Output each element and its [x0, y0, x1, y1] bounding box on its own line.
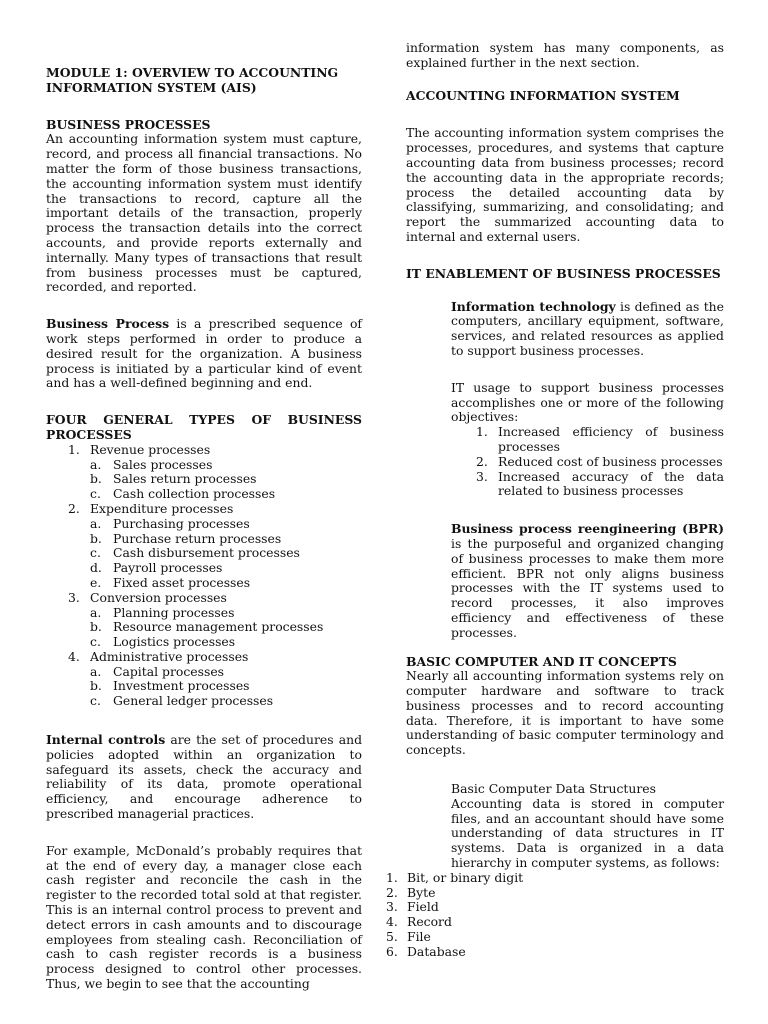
process-subtype-item: [46, 576, 362, 591]
process-subtype-label: Cash disbursement processes: [113, 545, 300, 561]
it-term: Information technology: [451, 298, 616, 314]
data-structures-paragraph: Accounting data is stored in computer files, and an accountant should have some understanding of data structures in IT systems. Data is organized in a data hierarchy in computer systems, as follows:: [451, 795, 724, 871]
process-subtype-label: General ledger processes: [113, 693, 274, 709]
process-subtype-item: [46, 517, 362, 532]
basic-concepts-heading: BASIC COMPUTER AND IT CONCEPTS: [406, 653, 677, 669]
list-letter: b.: [90, 678, 102, 694]
process-subtype-label: Sales return processes: [113, 471, 257, 487]
hierarchy-label: File: [407, 929, 431, 945]
process-type-item: [46, 591, 362, 650]
business-process-definition: [46, 317, 362, 391]
process-subtype-label: Fixed asset processes: [113, 574, 251, 590]
process-subtype-label: Resource management processes: [113, 619, 324, 635]
process-subtypes-list: [46, 458, 362, 502]
process-subtype-label: Cash collection processes: [113, 486, 276, 502]
process-type-label: Administrative processes: [90, 648, 249, 664]
hierarchy-label: Record: [407, 914, 452, 930]
list-number: 3.: [386, 899, 398, 915]
bpr-paragraph: [451, 522, 724, 640]
list-letter: c.: [90, 545, 101, 561]
process-subtype-item: [46, 561, 362, 576]
hierarchy-item: [380, 915, 724, 930]
hierarchy-label: Byte: [407, 884, 436, 900]
it-enablement-heading: IT ENABLEMENT OF BUSINESS PROCESSES: [406, 265, 721, 281]
process-type-label: Revenue processes: [90, 441, 211, 457]
data-structures-heading: Basic Computer Data Structures: [451, 781, 656, 797]
process-subtype-label: Capital processes: [113, 663, 225, 679]
internal-controls-text: are the set of procedures and policies adopted within an organization to safeguard its assets, check the accuracy and reliability of its data, promote operational efficiency, and encourage adherence to prescribed managerial practices.: [46, 732, 362, 822]
process-subtype-item: [46, 458, 362, 473]
list-letter: c.: [90, 486, 101, 502]
hierarchy-item: [380, 945, 724, 960]
process-subtype-item: [46, 694, 362, 709]
process-type-item: [46, 502, 362, 591]
objective-text: Increased efficiency of business processes: [498, 424, 724, 454]
list-number: 2.: [386, 884, 398, 900]
list-number: 6.: [386, 943, 398, 959]
list-number: 3.: [68, 589, 80, 605]
it-definition-text: is defined as the computers, ancillary equipment, software, services, and related resources as applied to support business processes.: [451, 298, 724, 358]
process-types-list: [46, 443, 362, 709]
process-subtypes-list: [46, 606, 362, 650]
hierarchy-label: Database: [407, 943, 466, 959]
bpr-section: [451, 522, 724, 640]
process-subtype-item: [46, 679, 362, 694]
bpr-term: Business process reengineering (BPR): [451, 521, 724, 537]
process-type-item: [46, 443, 362, 502]
left-column: [46, 66, 362, 992]
process-subtype-item: [46, 546, 362, 561]
process-subtype-item: [46, 487, 362, 502]
list-letter: c.: [90, 634, 101, 650]
right-column: [386, 40, 724, 960]
process-subtypes-list: [46, 665, 362, 709]
process-subtype-label: Logistics processes: [113, 634, 236, 650]
example-paragraph: For example, McDonald’s probably requires that at the end of every day, a manager close each cash register and reconcile the cash in the register to the recorded total sold at that register. This is an internal control process to prevent and detect errors in cash amounts and to discourage employees from stealing cash. Reconciliation of cash to cash register records is a business process designed to control other processes. Thus, we begin to see that the accounting: [46, 842, 362, 992]
list-letter: d.: [90, 560, 102, 576]
business-processes-heading: BUSINESS PROCESSES: [46, 116, 211, 132]
hierarchy-item: [380, 871, 724, 886]
list-letter: a.: [90, 604, 102, 620]
list-letter: a.: [90, 515, 102, 531]
list-letter: e.: [90, 574, 102, 590]
list-letter: a.: [90, 663, 102, 679]
bpr-text: is the purposeful and organized changing of business processes to make them more efficient. BPR not only aligns business processes with the IT systems used to record processes, it also improves efficiency and effectiveness of these processes.: [451, 535, 724, 640]
ais-heading: ACCOUNTING INFORMATION SYSTEM: [406, 87, 680, 103]
list-number: 2.: [476, 453, 488, 469]
hierarchy-item: [380, 886, 724, 901]
basic-concepts-paragraph: Nearly all accounting information systems rely on computer hardware and software to track business processes and to record accounting data. Therefore, it is important to have some understanding of basic computer terminology and concepts.: [406, 668, 724, 758]
business-process-term: Business Process: [46, 316, 170, 332]
process-subtype-item: [46, 532, 362, 547]
list-letter: a.: [90, 456, 102, 472]
objective-text: Reduced cost of business processes: [498, 453, 723, 469]
process-subtype-label: Purchase return processes: [113, 530, 282, 546]
list-number: 4.: [68, 648, 80, 664]
hierarchy-item: [380, 900, 724, 915]
module-title: MODULE 1: OVERVIEW TO ACCOUNTING INFORMATION SYSTEM (AIS): [46, 65, 339, 95]
data-structures-section: [451, 782, 724, 871]
continuation-paragraph: information system has many components, as explained further in the next section.: [406, 40, 724, 70]
process-subtype-item: [46, 606, 362, 621]
it-section: [451, 300, 724, 426]
list-number: 1.: [68, 441, 80, 457]
objective-text: Increased accuracy of the data related to business processes: [498, 468, 724, 499]
business-processes-paragraph: An accounting information system must capture, record, and process all financial transactions. No matter the form of those business transactions, the accounting information system must identify the transactions to record, capture all the important details of the transaction, properly process the transaction details into the correct accounts, and provide reports externally and internally. Many types of transactions that result from business processes must be captured, recorded, and reported.: [46, 131, 362, 295]
list-number: 1.: [476, 424, 488, 440]
list-letter: c.: [90, 693, 101, 709]
list-letter: b.: [90, 619, 102, 635]
process-subtype-item: [46, 665, 362, 680]
data-hierarchy-list: [380, 871, 724, 960]
list-letter: b.: [90, 530, 102, 546]
internal-controls-paragraph: [46, 733, 362, 822]
four-types-heading: FOUR GENERAL TYPES OF BUSINESS PROCESSES: [46, 412, 362, 442]
objectives-list: [406, 425, 724, 499]
process-subtype-item: [46, 620, 362, 635]
hierarchy-item: [380, 930, 724, 945]
process-type-label: Conversion processes: [90, 589, 227, 605]
business-process-definition-text: is a prescribed sequence of work steps performed in order to produce a desired result for the organization. A business process is initiated by a particular kind of event and has a well-defined beginning and end.: [46, 316, 362, 391]
process-subtype-label: Planning processes: [113, 604, 235, 620]
hierarchy-label: Bit, or binary digit: [407, 869, 524, 885]
list-number: 4.: [386, 914, 398, 930]
process-subtype-item: [46, 472, 362, 487]
objective-item: [406, 470, 724, 500]
objective-item: [406, 425, 724, 455]
process-subtype-item: [46, 635, 362, 650]
it-usage-intro: IT usage to support business processes accomplishes one or more of the following objectives:: [451, 379, 724, 425]
list-number: 5.: [386, 929, 398, 945]
list-letter: b.: [90, 471, 102, 487]
it-definition: [451, 300, 724, 359]
list-number: 2.: [68, 500, 80, 516]
process-type-label: Expenditure processes: [90, 500, 234, 516]
internal-controls-term: Internal controls: [46, 732, 166, 748]
process-subtype-label: Investment processes: [113, 678, 250, 694]
process-subtype-label: Sales processes: [113, 456, 213, 472]
process-type-item: [46, 650, 362, 709]
objective-item: [406, 455, 724, 470]
ais-paragraph: The accounting information system comprises the processes, procedures, and systems that capture accounting data from business processes; record the accounting data in the appropriate records; process the detailed accounting data by classifying, summarizing, and consolidating; and report the summarized accounting data to internal and external users.: [406, 125, 724, 244]
list-number: 3.: [476, 468, 488, 484]
process-subtype-label: Purchasing processes: [113, 515, 250, 531]
process-subtype-label: Payroll processes: [113, 560, 223, 576]
hierarchy-label: Field: [407, 899, 439, 915]
process-subtypes-list: [46, 517, 362, 591]
list-number: 1.: [386, 869, 398, 885]
